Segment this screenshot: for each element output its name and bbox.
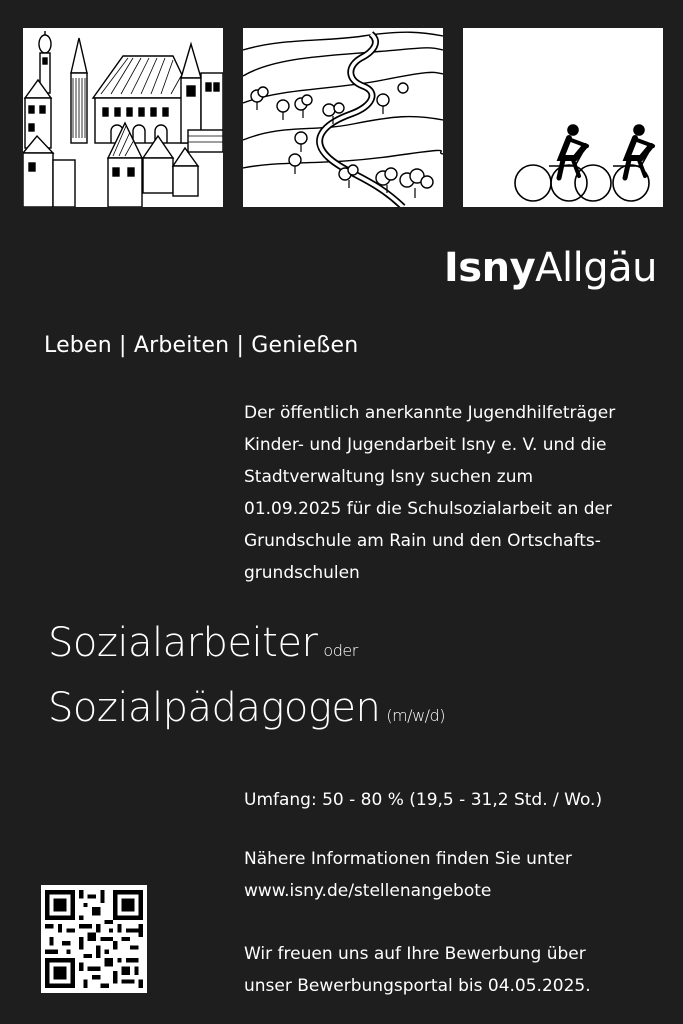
- isny-allgaeu-logo: [444, 245, 657, 291]
- qr-code[interactable]: [41, 885, 147, 993]
- job-title-1-text: Sozialarbeiter: [48, 620, 318, 666]
- tagline: Leben | Arbeiten | Genießen: [44, 333, 359, 358]
- intro-line: Grundschule am Rain und den Ortschafts-: [244, 531, 601, 551]
- qr-code-graphic: [41, 885, 147, 993]
- intro-line: Stadtverwaltung Isny suchen zum: [244, 467, 534, 487]
- apply-line: unser Bewerbungsportal bis 04.05.2025.: [244, 976, 591, 996]
- town-skyline-illustration: [23, 28, 223, 207]
- employment-scope: Umfang: 50 - 80 % (19,5 - 31,2 Std. / Wo.): [244, 790, 603, 810]
- winding-path-hills-illustration: [243, 28, 443, 207]
- job-title-connector: oder: [323, 641, 358, 660]
- logo-regular: Allgäu: [535, 245, 657, 291]
- info-url-link[interactable]: www.isny.de/stellenangebote: [244, 881, 492, 901]
- intro-line: 01.09.2025 für die Schulsozialarbeit an der: [244, 499, 613, 519]
- job-title-1: [48, 620, 358, 666]
- intro-line: Der öffentlich anerkannte Jugendhilfeträger: [244, 403, 616, 423]
- info-text: Nähere Informationen finden Sie unter: [244, 849, 572, 869]
- job-title-2: [48, 685, 445, 731]
- logo-bold: Isny: [443, 245, 536, 291]
- intro-line: Kinder- und Jugendarbeit Isny e. V. und die: [244, 435, 607, 455]
- job-title-2-text: Sozialpädagogen: [48, 685, 381, 731]
- gender-note: (m/w/d): [386, 706, 445, 725]
- apply-block: [244, 938, 669, 1002]
- intro-line: grundschulen: [244, 563, 360, 583]
- cyclists-illustration: [463, 28, 663, 207]
- apply-line: Wir freuen uns auf Ihre Bewerbung über: [244, 944, 586, 964]
- info-block: [244, 843, 669, 907]
- intro-paragraph: [244, 397, 669, 589]
